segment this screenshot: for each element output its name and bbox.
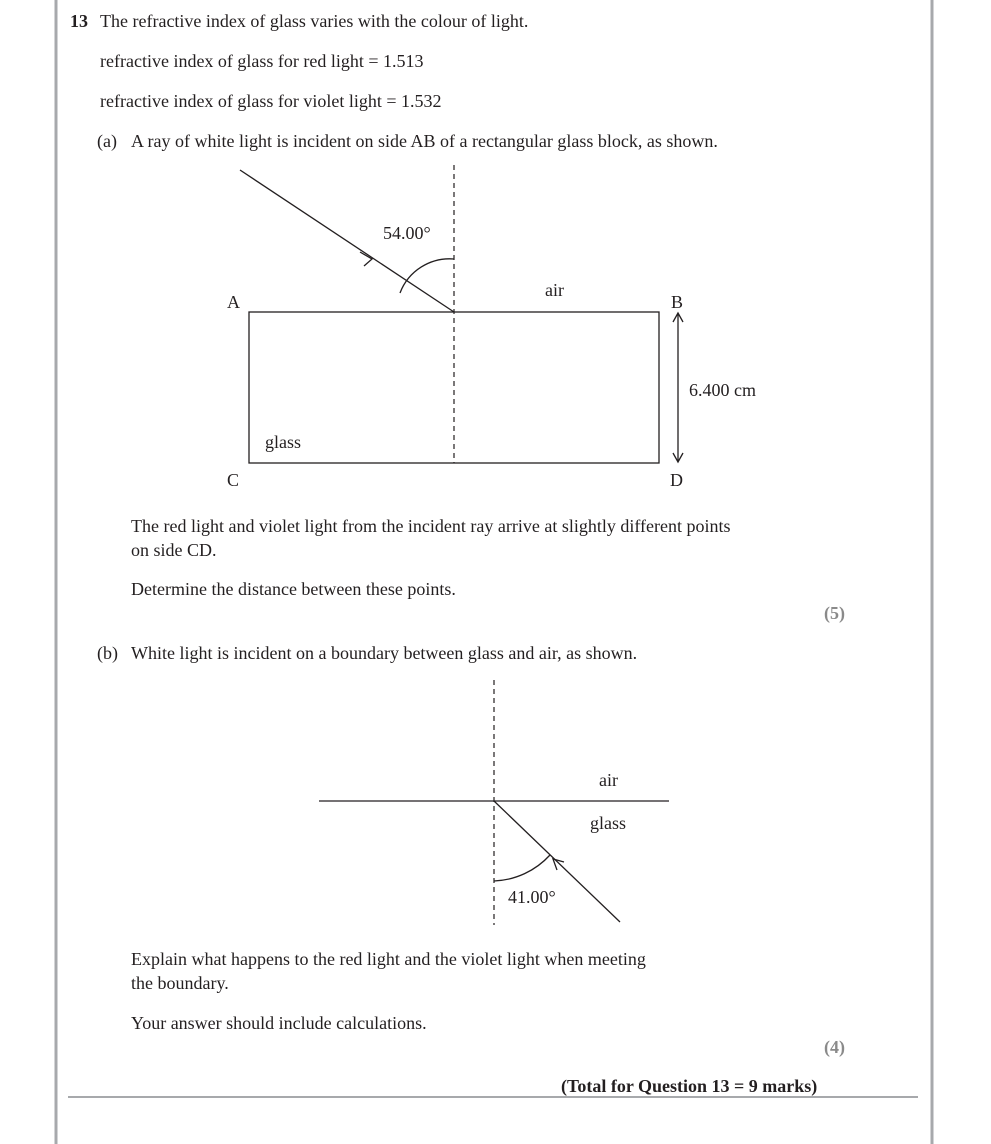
part-b-marks: (4): [824, 1037, 845, 1057]
part-a-marks: (5): [824, 603, 845, 623]
glass-label: glass: [265, 432, 301, 452]
question-number: 13: [70, 11, 88, 31]
part-b-para1-line2: the boundary.: [131, 973, 229, 993]
part-a-text: A ray of white light is incident on side AB of a rectangular glass block, as shown.: [131, 131, 718, 151]
violet-index-text: refractive index of glass for violet light = 1.532: [100, 91, 442, 111]
corner-b-label: B: [671, 292, 684, 312]
part-a-instruction: Determine the distance between these points.: [131, 579, 456, 599]
part-b-instruction: Your answer should include calculations.: [131, 1013, 427, 1033]
question-intro: The refractive index of glass varies with the colour of light.: [100, 11, 529, 31]
part-a-para1-line1: The red light and violet light from the incident ray arrive at slightly different points: [131, 516, 731, 536]
red-index-text: refractive index of glass for red light = 1.513: [100, 51, 424, 71]
incident-angle-label: 41.00°: [508, 887, 556, 907]
part-a-para1-line2: on side CD.: [131, 540, 217, 560]
angle-arc: [494, 855, 550, 881]
total-marks: (Total for Question 13 = 9 marks): [561, 1076, 818, 1096]
thickness-label: 6.400 cm: [689, 380, 756, 400]
glass-label: glass: [590, 813, 626, 833]
corner-a-label: A: [227, 292, 240, 312]
air-label: air: [545, 280, 564, 300]
corner-c-label: C: [227, 470, 240, 490]
air-label: air: [599, 770, 618, 790]
incident-angle-label: 54.00°: [383, 223, 431, 243]
part-a-label: (a): [97, 131, 117, 151]
ray-arrow-icon: [553, 859, 564, 870]
corner-d-label: D: [670, 470, 683, 490]
part-b-label: (b): [97, 643, 118, 663]
part-b-para1-line1: Explain what happens to the red light and the violet light when meeting: [131, 949, 646, 969]
part-b-text: White light is incident on a boundary between glass and air, as shown.: [131, 643, 638, 663]
